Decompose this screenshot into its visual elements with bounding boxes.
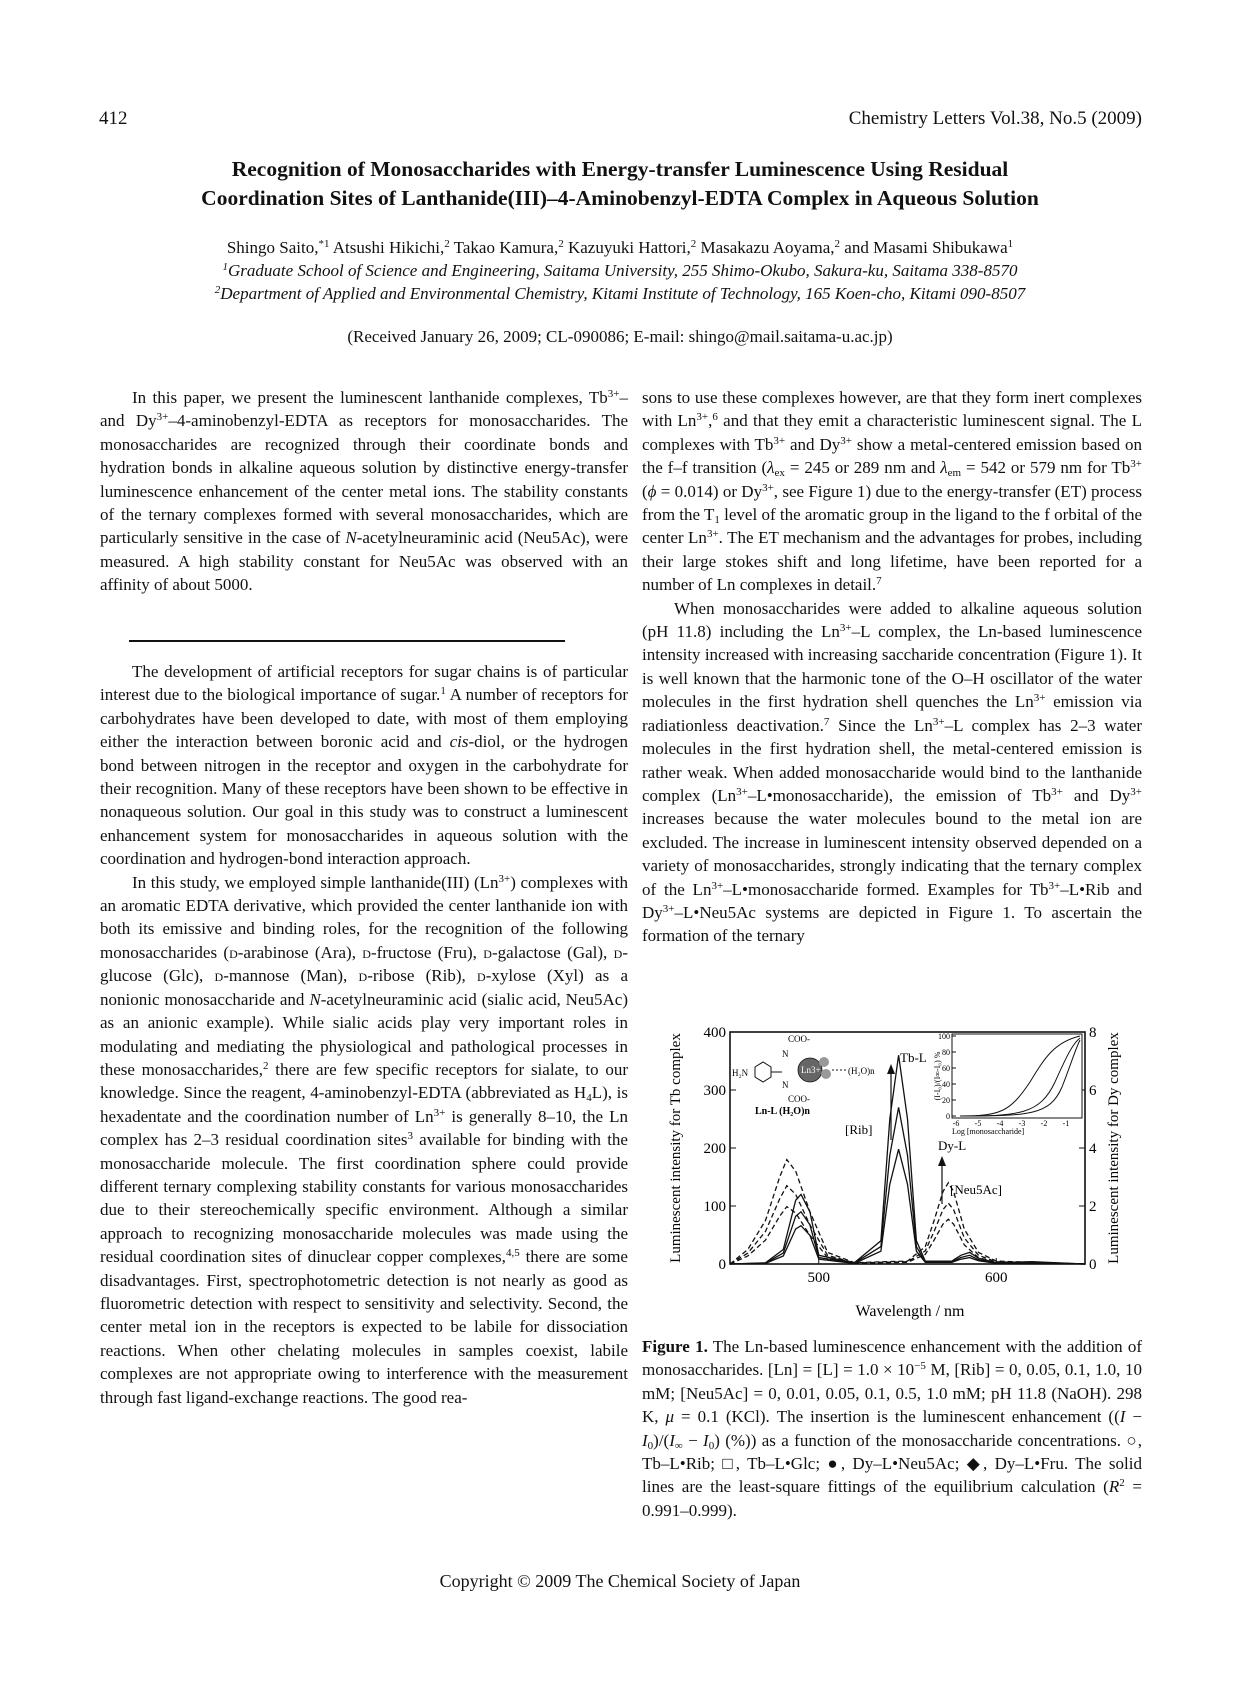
inset-x-label: Log [monosaccharide] [952,1127,1025,1136]
abstract: In this paper, we present the luminescent lanthanide complexes, $Tb^{3+}-$ and $Dy^{3+}-4-aminobenzyl$-EDTA as receptors for monosaccharides. The monosaccharides are recognized through their coordinate bonds and hydration bonds in alkaline aqueous solution by distinctive energy-transfer luminescence enhancement of the center metal ions. The stability constants of the ternary complexes formed with several monosaccharides, which are particularly sensitive in the case of N-acetylneuraminic acid (Neu5Ac), were measured. A high stability constant for Neu5Ac was observed with an affinity of about 5000. [100,388,628,595]
figure-1-chart [660,1022,1130,1322]
page-number: 412 [99,108,128,129]
inset-x-tick-label: -2 [1040,1119,1048,1128]
struct-ln: Ln3+ [801,1065,821,1075]
y-left-tick-label: 300 [703,1083,726,1099]
struct-coo-bottom: COO- [788,1094,810,1104]
y-right-tick-label: 0 [1089,1257,1097,1273]
y-left-tick-label: 400 [703,1025,726,1041]
x-tick-label: 500 [807,1270,830,1286]
author-list: Shingo Saito,$^{*1}$ Atsushi Hikichi,$^2$ Takao Kamura,$^2$ Kazuyuki Hattori,$^2$ Masakazu Aoyama,$^2$ and Masami Shibukawa$^1$ [226,238,1014,257]
journal-reference: Chemistry Letters Vol.38, No.5 (2009) [848,108,1142,129]
y-left-axis-label: Luminescent intensity for Tb complex [668,1033,684,1263]
inset-x-tick-label: -4 [996,1119,1004,1128]
y-right-tick-label: 6 [1089,1083,1097,1099]
inset-x-tick-label: -6 [952,1119,960,1128]
copyright-footer: Copyright © 2009 The Chemical Society of Japan [439,1571,801,1591]
neu-arrow-head [938,1156,946,1166]
x-tick-label: 600 [985,1270,1008,1286]
body-text-left-column: The development of artificial receptors for sugar chains is of particular interest due to the biological importance of sugar.$^1$ A number of receptors for carbohydrates have been developed to date, with most of them employing either the interaction between boronic acid and cis-diol, or the hydrogen bond between nitrogen in the receptor and oxygen in the carbohydrate for their recognition. Many of these receptors have been shown to be effective in nonaqueous solution. Our goal in this study was to construct a luminescent enhancement system for monosaccharides in aqueous solution with the coordination and hydrogen-bond interaction approach. In this study, we employed simple lanthanide(III) $(Ln^{3+})$ complexes with an aromatic EDTA derivative, which provided the center lanthanide ion with both its emissive and binding roles, for the recognition of the following monosaccharides (d-arabinose (Ara), d-fructose (Fru), d-galactose (Gal), d-glucose (Glc), d-mannose (Man), d-ribose (Rib), d-xylose (Xyl) as a nonionic monosaccharide and N-acetylneuraminic acid (sialic acid, Neu5Ac) as an anionic example). While sialic acids play very important roles in modulating and mediating the physiological and pathological processes in these monosaccharides,$^2$ there are few specific receptors for sialate, to our knowledge. Since the reagent, 4-aminobenzyl-EDTA (abbreviated as $H_4L$), is hexadentate and the coordination number of $Ln^{3+}$ is generally 8–10, the Ln complex has 2–3 residual coordination sites$^3$ available for binding with the monosaccharide molecule. The first coordination sphere could provide different ternary complexing stability constants for various monosaccharides due to their stereochemically specific environment. Although a similar approach to recognizing monosaccharide molecules was made using the residual coordination sites of dinuclear copper complexes,$^{4,5}$ there are some disadvantages. First, spectrophotometric detection is not nearly as good as fluorometric detection with respect to sensitivity and selectivity. Second, the center metal ion in the receptors is expected to be labile for dissociation reactions. When other chelating molecules in samples coexist, labile complexes are not appropriate owing to interference with the measurement through fast ligand-exchange reactions. The good rea- [100,662,628,1407]
binding-inset [933,1032,1082,1136]
struct-h2n: H₂N [732,1068,749,1078]
x-ticks [808,1258,1008,1286]
x-axis-label: Wavelength / nm [855,1303,965,1320]
struct-n2: N [782,1080,789,1090]
affiliation-2: $^2$Department of Applied and Environmental Chemistry, Kitami Institute of Technology, 165 Koen-cho, Kitami 090-8507 [214,284,1026,303]
y-right-tick-label: 4 [1089,1141,1097,1157]
inset-y-label: (I-I₀)/(I∞-I₀) % [933,1051,942,1101]
inset-y-tick-label: 20 [942,1096,950,1105]
inset-x-tick-label: -1 [1062,1119,1070,1128]
y-right-axis-label: Luminescent intensity for Dy complex [1106,1032,1122,1264]
affiliation-1: $^1$Graduate School of Science and Engineering, Saitama University, 255 Shimo-Okubo, Sakura-ku, Saitama 338-8570 [222,261,1018,280]
inset-y-tick-label: 80 [942,1048,950,1057]
body-text-right-column: sons to use these complexes however, are that they form inert complexes with $Ln^{3+},^6$ and that they emit a characteristic luminescent signal. The L complexes with $Tb^{3+}$ and $Dy^{3+}$ show a metal-centered emission based on the f–f transition ($\lambda_{ex} = 245$ or 289 nm and $\lambda_{em} = 542$ or 579 nm for $Tb^{3+}$ (ϕ = 0.014) or $Dy^{3+}$, see Figure 1) due to the energy-transfer (ET) process from the $T_1$ level of the aromatic group in the ligand to the f orbital of the center $Ln^{3+}$. The ET mechanism and the advantages for probes, including their large stokes shift and long lifetime, have been reported for a number of Ln complexes in detail.$^7$ When monosaccharides were added to alkaline aqueous solution (pH 11.8) including the $Ln^{3+}-L$ complex, the Ln-based luminescence intensity increased with increasing saccharide concentration (Figure 1). It is well known that the harmonic tone of the O–H oscillator of the water molecules in the first hydration shell quenches the $Ln^{3+}$ emission via radiationless deactivation.$^7$ Since the $Ln^{3+}-L$ complex has 2–3 water molecules in the first hydration shell, the metal-centered emission is rather weak. When added monosaccharide would bind to the lanthanide complex $(Ln^{3+}-L•monosaccharide)$, the emission of $Tb^{3+}$ and $Dy^{3+}$ increases because the water molecules bound to the metal ion are excluded. The increase in luminescent intensity observed depended on a variety of monosaccharides, strongly indicating that the ternary complex of the $Ln^{3+}-L•monosaccharide$ formed. Examples for $Tb^{3+}-L•Rib$ and $Dy^{3+}-L•Neu5Ac$ systems are depicted in Figure 1. To ascertain the formation of the ternary [642,388,1143,946]
title-line-1: Recognition of Monosaccharides with Energy-transfer Luminescence Using Residual [231,157,1009,181]
abstract-divider [129,640,565,642]
y-right-tick-label: 2 [1089,1199,1097,1215]
inset-x-tick-label: -3 [1018,1119,1026,1128]
rib-arrow-head [887,1064,895,1074]
struct-caption: Ln-L (H₂O)n [755,1106,810,1117]
y-right-tick-label: 8 [1089,1025,1097,1041]
y-left-tick-label: 100 [703,1199,726,1215]
inset-y-tick-label: 100 [938,1032,950,1041]
y-left-tick-label: 200 [703,1141,726,1157]
struct-water: (H₂O)n [848,1066,875,1076]
title-line-2: Coordination Sites of Lanthanide(III)–4-Aminobenzyl-EDTA Complex in Aqueous Solution [201,186,1039,210]
y-left-ticks [704,1025,737,1273]
caption-label: Figure 1. [642,1337,708,1356]
inset-y-tick-label: 0 [946,1112,950,1121]
inset-x-tick-label: -5 [974,1119,982,1128]
neu5ac-label: [Neu5Ac] [950,1182,1002,1197]
dy-l-label: Dy-L [938,1138,967,1153]
rib-label: [Rib] [845,1122,873,1137]
y-left-tick-label: 0 [718,1257,726,1273]
series-line-tb-l [730,1149,1085,1264]
structure-inset [732,1034,875,1117]
struct-coo-top: COO- [788,1034,810,1044]
tb-l-label: Tb-L [900,1050,927,1065]
received-line: (Received January 26, 2009; CL-090086; E-mail: shingo@mail.saitama-u.ac.jp) [347,327,893,346]
struct-n1: N [782,1049,789,1059]
inset-y-tick-label: 60 [942,1064,950,1073]
inset-y-tick-label: 40 [942,1080,950,1089]
figure-1-caption: Figure 1. The Ln-based luminescence enhancement with the addition of monosaccharides. $[Ln] = [L] = 1.0 \times 10^{-5}$ M, [Rib] = 0, 0.05, 0.1, 1.0, 10 mM; [Neu5Ac] = 0, 0.01, 0.05, 0.1, 0.5, 1.0 mM; pH 11.8 (NaOH). 298 K, μ = 0.1 (KCl). The insertion is the luminescent enhancement ($(I - I_0)/(I_\infty - I_0)$ (%)) as a function of the monosaccharide concentrations. ○, Tb–L•Rib; □, Tb–L•Glc; ●, Dy–L•Neu5Ac; ◆, Dy–L•Fru. The solid lines are the least-square fittings of the equilibrium calculation $(R^2 = 0.991-0.999)$. [642,1337,1143,1520]
article-title [100,155,1140,213]
